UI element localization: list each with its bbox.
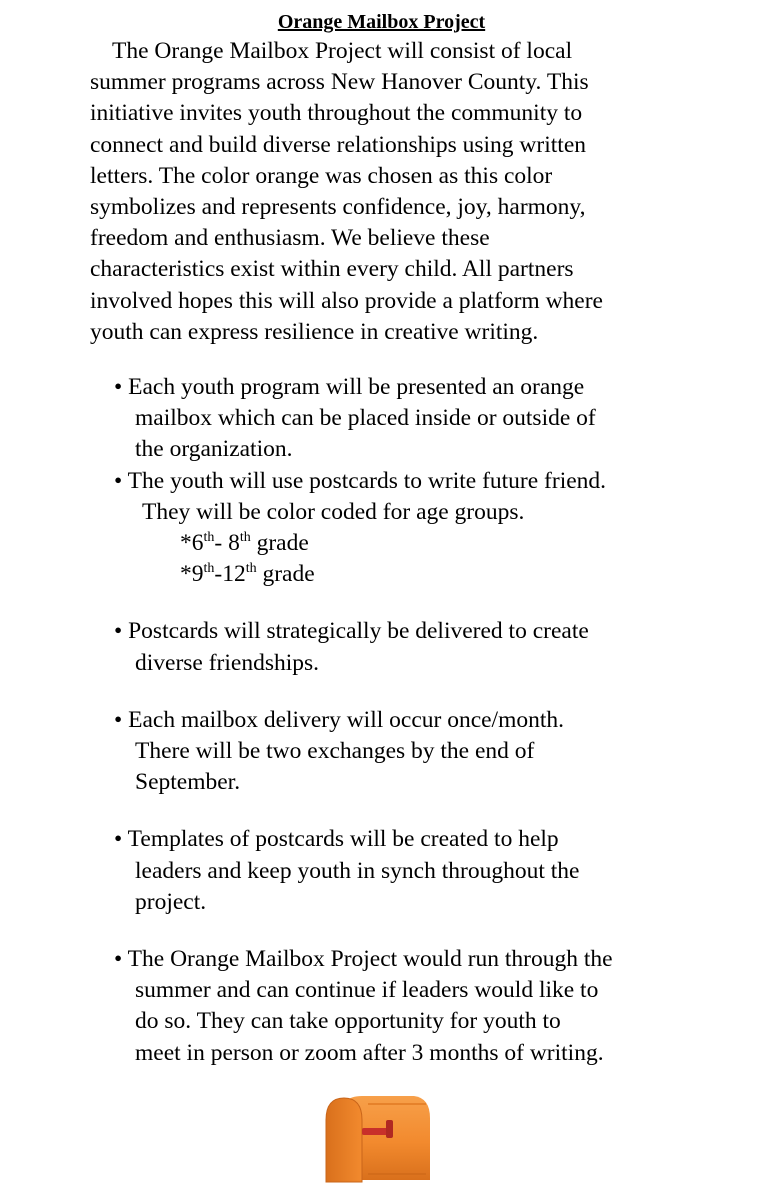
bullet-item-mailbox <box>114 372 754 466</box>
bullet-line: meet in person or zoom after 3 months of writing. <box>135 1039 604 1066</box>
bullet-line: • Templates of postcards will be created to help <box>114 826 559 853</box>
bullet-item-delivery-strategy <box>114 616 754 678</box>
document-title: Orange Mailbox Project <box>277 11 486 33</box>
bullet-item-delivery-schedule <box>114 705 754 799</box>
intro-line: involved hopes this will also provide a platform where <box>90 287 603 314</box>
intro-line: characteristics exist within every child. All partners <box>90 256 574 283</box>
bullet-line: They will be color coded for age groups. <box>142 498 525 525</box>
bullet-line: leaders and keep youth in synch throughout the <box>135 857 580 884</box>
intro-line: freedom and enthusiasm. We believe these <box>90 225 490 252</box>
bullet-line: diverse friendships. <box>135 649 320 676</box>
intro-line: initiative invites youth throughout the community to <box>90 100 583 127</box>
bullet-line: • Each youth program will be presented an orange <box>114 374 585 400</box>
bullet-line: mailbox which can be placed inside or outside of <box>135 405 596 432</box>
bullet-line: project. <box>135 888 207 915</box>
bullet-item-templates <box>114 824 754 918</box>
bullet-line: • Each mailbox delivery will occur once/month. <box>114 706 565 733</box>
orange-mailbox-icon <box>322 1090 434 1185</box>
intro-line: summer programs across New Hanover County. This <box>90 69 589 96</box>
bullet-line: • The Orange Mailbox Project would run through the <box>114 946 613 973</box>
intro-line: connect and build diverse relationships using written <box>90 131 587 158</box>
bullet-line: the organization. <box>135 436 293 463</box>
intro-paragraph <box>90 36 750 348</box>
grade-range-6-8: *6th- 8th grade <box>180 530 309 557</box>
bullet-line: There will be two exchanges by the end of <box>135 738 535 765</box>
bullet-list <box>114 372 754 1069</box>
bullet-item-duration <box>114 944 754 1069</box>
intro-line: symbolizes and represents confidence, joy, harmony, <box>90 194 586 221</box>
intro-line: youth can express resilience in creative writing. <box>90 318 539 345</box>
bullet-line: September. <box>135 769 241 796</box>
bullet-item-postcards <box>114 466 754 591</box>
intro-line: The Orange Mailbox Project will consist of local <box>112 38 573 64</box>
bullet-line: do so. They can take opportunity for youth to <box>135 1008 561 1035</box>
grade-range-9-12: *9th-12th grade <box>180 561 315 588</box>
intro-line: letters. The color orange was chosen as this color <box>90 162 553 189</box>
bullet-line: • Postcards will strategically be delivered to create <box>114 618 589 645</box>
bullet-line: • The youth will use postcards to write future friend. <box>114 467 607 494</box>
bullet-line: summer and can continue if leaders would like to <box>135 977 599 1004</box>
